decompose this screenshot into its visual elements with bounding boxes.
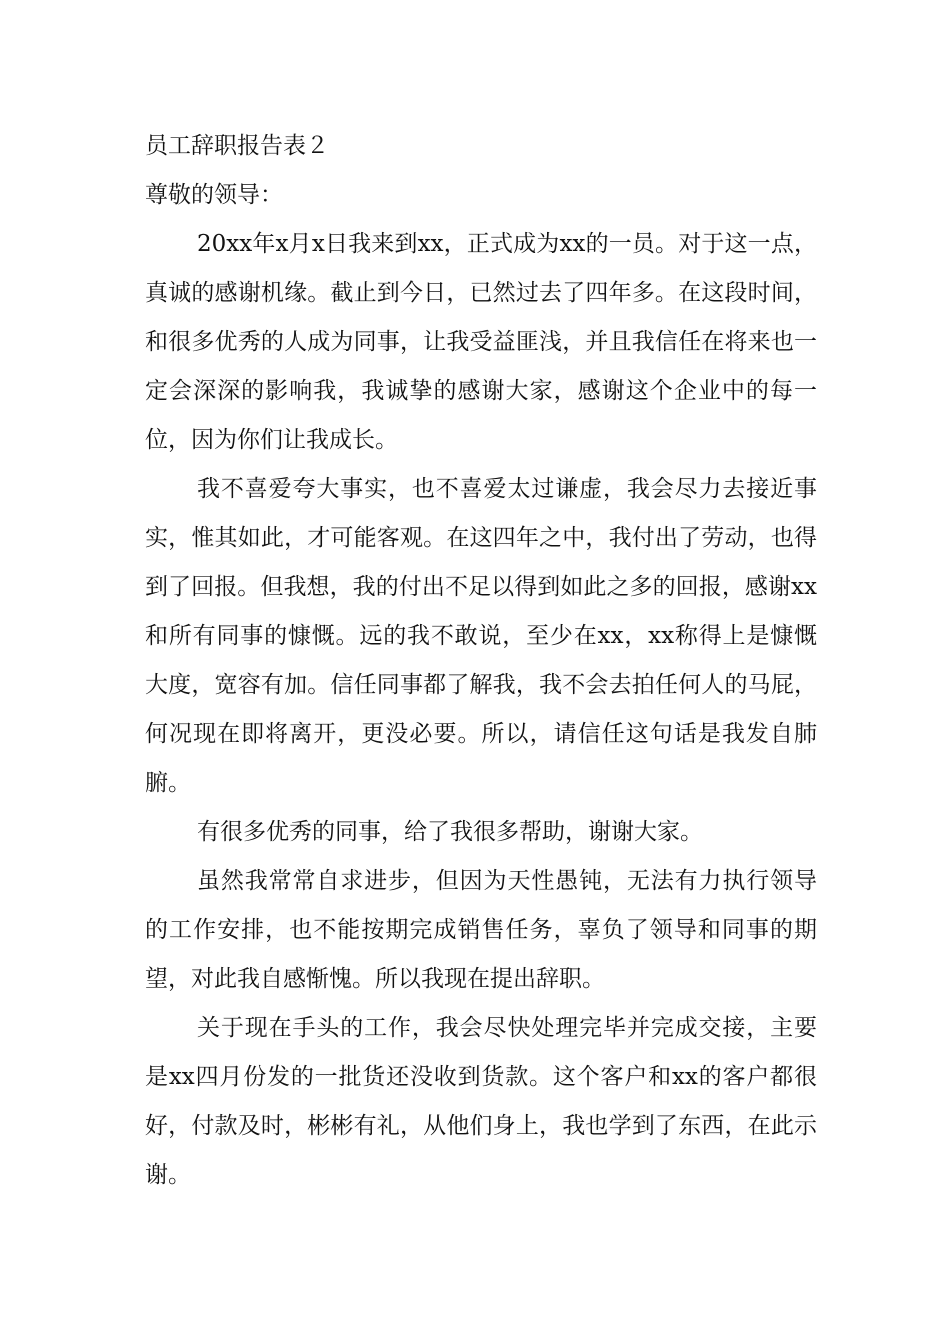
document-body — [145, 122, 817, 1200]
paragraph-4: 虽然我常常自求进步，但因为天性愚钝，无法有力执行领导的工作安排，也不能按期完成销售任务，辜负了领导和同事的期望，对此我自感惭愧。所以我现在提出辞职。 — [145, 868, 817, 992]
paragraph-1: 20xx年x月x日我来到xx，正式成为xx的一员。对于这一点，真诚的感谢机缘。截止到今日，已然过去了四年多。在这段时间，和很多优秀的人成为同事，让我受益匪浅，并且我信任在将来也一定会深深的影响我，我诚挚的感谢大家，感谢这个企业中的每一位，因为你们让我成长。 — [145, 231, 817, 453]
paragraph-3: 有很多优秀的同事，给了我很多帮助，谢谢大家。 — [197, 819, 703, 845]
paragraph-2: 我不喜爱夸大事实，也不喜爱太过谦虚，我会尽力去接近事实，惟其如此，才可能客观。在这四年之中，我付出了劳动，也得到了回报。但我想，我的付出不足以得到如此之多的回报，感谢xx和所有同事的慷慨。远的我不敢说，至少在xx，xx称得上是慷慨大度，宽容有加。信任同事都了解我，我不会去拍任何人的马屁，何况现在即将离开，更没必要。所以，请信任这句话是我发自肺腑。 — [145, 476, 817, 796]
paragraph-5: 关于现在手头的工作，我会尽快处理完毕并完成交接，主要是xx四月份发的一批货还没收到货款。这个客户和xx的客户都很好，付款及时，彬彬有礼，从他们身上，我也学到了东西，在此示谢。 — [145, 1015, 817, 1188]
salutation: 尊敬的领导： — [145, 182, 283, 208]
document-title: 员工辞职报告表２ — [145, 133, 329, 159]
